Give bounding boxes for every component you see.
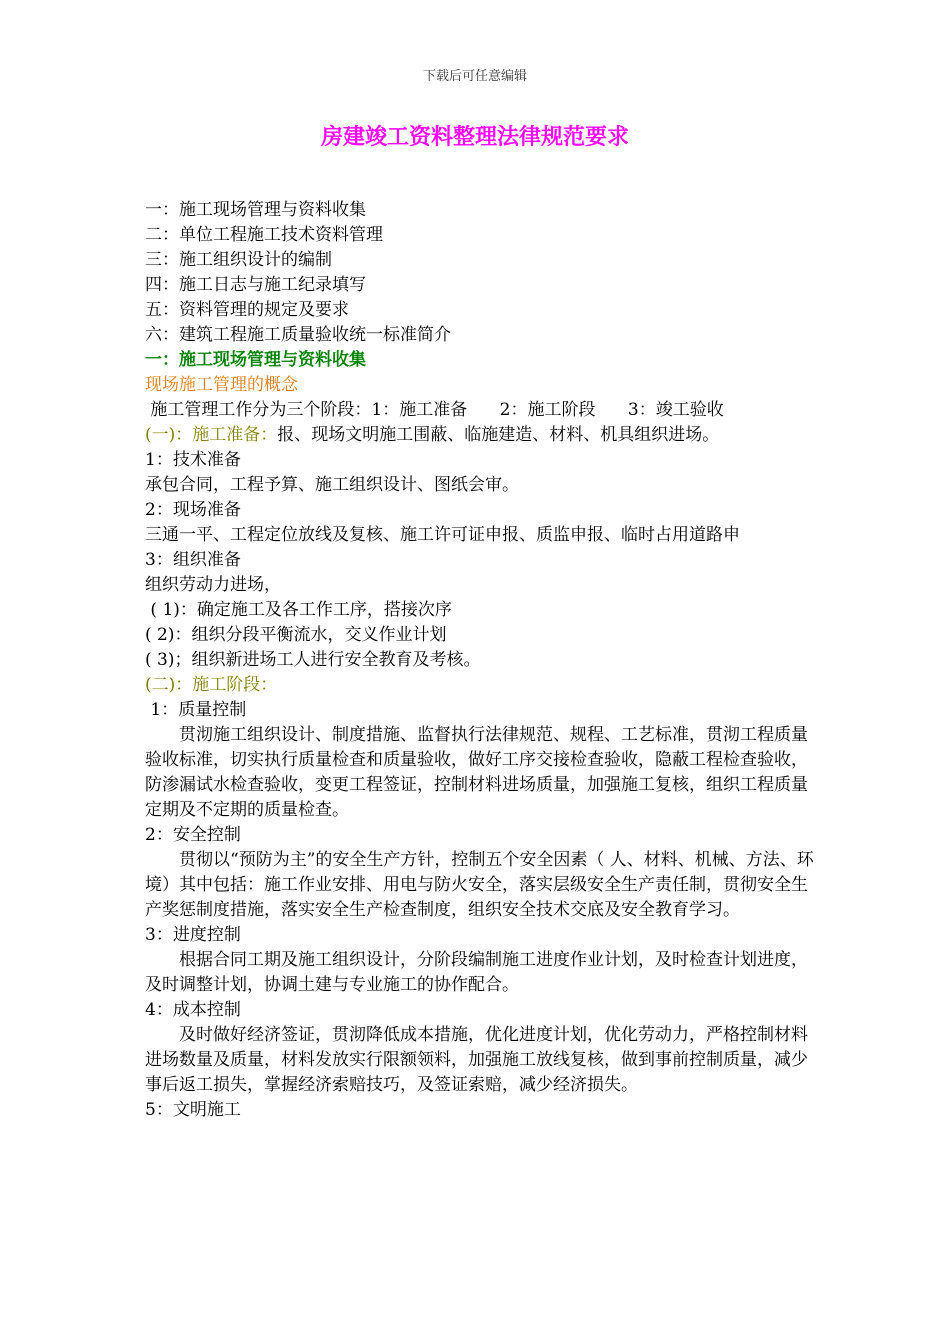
section-heading: 一：施工现场管理与资料收集 (145, 350, 366, 370)
org-prep-text: 组织劳动力进场， (145, 575, 281, 595)
prep-label: (一)：施工准备： (145, 425, 278, 445)
site-prep-text: 三通一平、工程定位放线及复核、施工许可证申报、质监申报、临时占用道路申 (145, 525, 740, 545)
progress-text: 根据合同工期及施工组织设计，分阶段编制施工进度作业计划，及时检查计划进度，及时调整计划，协调土建与专业施工的协作配合。 (145, 950, 808, 995)
toc-item-5: 五：资料管理的规定及要求 (145, 300, 349, 320)
toc-item-6: 六：建筑工程施工质量验收统一标准简介 (145, 325, 451, 345)
concept-heading: 现场施工管理的概念 (145, 375, 298, 395)
toc-item-3: 三：施工组织设计的编制 (145, 250, 332, 270)
header-note: 下载后可任意编辑 (422, 69, 527, 84)
cost-text: 及时做好经济签证，贯沏降低成本措施，优化进度计划，优化劳动力，严格控制材料进场数量及质量，材料发放实行限额领料，加强施工放线复核，做到事前控制质量，减少事后返工损失，掌握经济索赔技巧，及签证索赔，减少经济损失。 (145, 1025, 808, 1095)
quality-text: 贯沏施工组织设计、制度措施、监督执行法律规范、规程、工艺标准，贯沏工程质量验收标准，切实执行质量检查和质量验收，做好工序交接检查验收，隐蔽工程检查验收，防渗漏试水检查验收，变更工程签证，控制材料进场质量，加强施工复核，组织工程质量定期及不定期的质量检查。 (145, 725, 808, 820)
org-item-2: ( 2)：组织分段平衡流水，交义作业计划 (145, 625, 447, 645)
stage2-label: (二)：施工阶段： (145, 675, 278, 695)
org-item-3: ( 3)；组织新进场工人进行安全教育及考核。 (145, 650, 481, 670)
document-title: 房建竣工资料整理法律规范要求 (320, 124, 629, 150)
cost-heading: 4：成本控制 (145, 1000, 241, 1020)
prep-line (145, 423, 815, 448)
civilized-heading: 5：文明施工 (145, 1100, 241, 1120)
site-prep-heading: 2：现场准备 (145, 500, 241, 520)
safety-heading: 2：安全控制 (145, 825, 241, 845)
safety-text: 贯彻以“预防为主”的安全生产方针，控制五个安全因素（ 人、材料、机械、方法、环境）其中包括：施工作业安排、用电与防火安全，落实层级安全生产责任制，贯彻安全生产奖惩制度措施，落实安全生产检查制度，组织安全技术交底及安全教育学习。 (145, 850, 814, 920)
toc-item-1: 一：施工现场管理与资料收集 (145, 200, 366, 220)
quality-heading: 1：质量控制 (145, 700, 247, 720)
prep-text: 报、现场文明施工围蔽、临施建造、材料、机具组织进场。 (277, 425, 720, 445)
tech-prep-heading: 1：技术准备 (145, 450, 241, 470)
tech-prep-text: 承包合同，工程予算、施工组织设计、图纸会审。 (145, 475, 519, 495)
stages-paragraph: 施工管理工作分为三个阶段：1：施工准备 2：施工阶段 3：竣工验收 (145, 400, 724, 420)
toc-item-4: 四：施工日志与施工纪录填写 (145, 275, 366, 295)
org-item-1: ( 1)：确定施工及各工作工序，搭接次序 (145, 600, 452, 620)
toc-item-2: 二：单位工程施工技术资料管理 (145, 225, 383, 245)
org-prep-heading: 3：组织准备 (145, 550, 241, 570)
document-body (145, 198, 815, 1123)
progress-heading: 3：进度控制 (145, 925, 241, 945)
